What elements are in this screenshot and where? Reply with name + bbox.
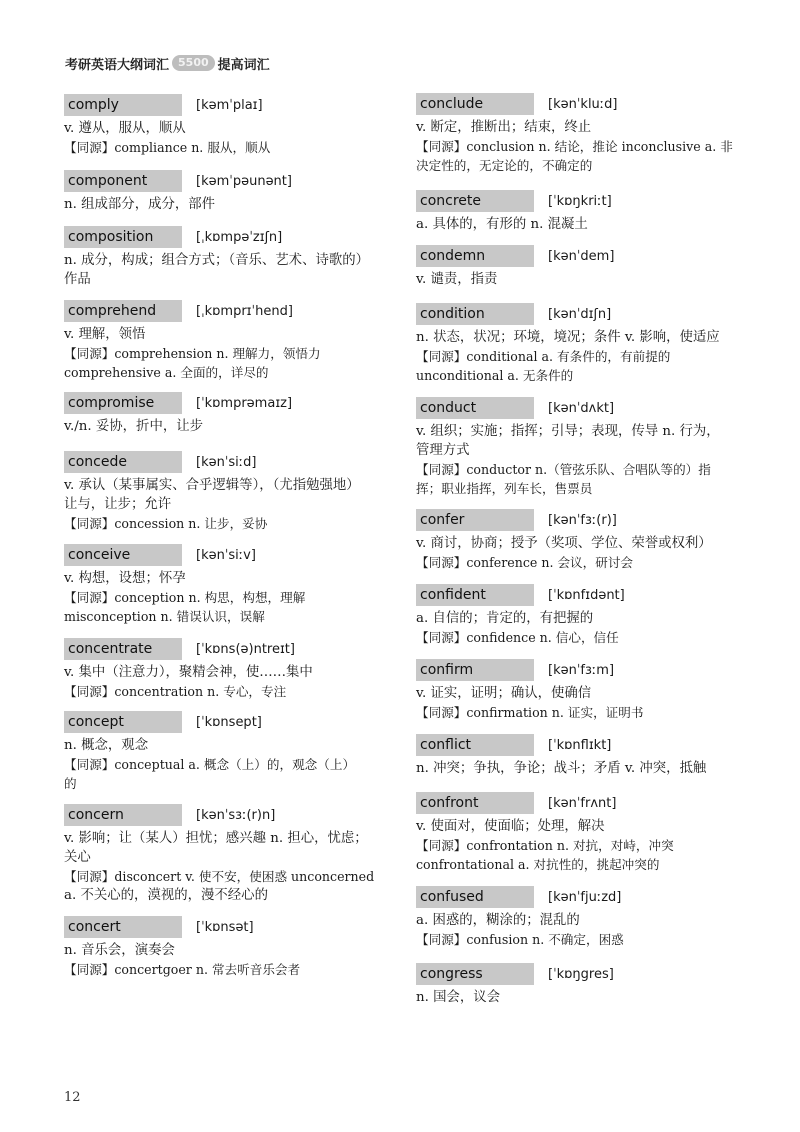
headword-line [64, 226, 402, 248]
definition-line: v./n. 妥协，折中，让步 [64, 419, 204, 434]
related-words: 【同源】concession n. 让步，妥协 [64, 516, 268, 531]
phonetic: [ˌkɒmpəˈzɪʃn] [196, 229, 283, 245]
headword: conduct [416, 397, 534, 419]
headword-line [64, 804, 402, 826]
word-entry [64, 94, 402, 157]
definition-line: v. 集中（注意力），聚精会神，使……集中 [64, 665, 313, 680]
phonetic: [kənˈsiːv] [196, 547, 256, 563]
headword: confused [416, 886, 534, 908]
related-words: 【同源】concertgoer n. 常去听音乐会者 [64, 962, 301, 977]
headword-line [416, 303, 756, 325]
phonetic: [kənˈfɜːm] [548, 662, 615, 678]
headword-line [64, 300, 402, 322]
word-entry [416, 245, 756, 289]
definition-line: v. 承认（某事属实、合乎逻辑等），（尤指勉强地） [64, 478, 360, 493]
phonetic: [kənˈsiːd] [196, 454, 257, 470]
related-words: 【同源】confusion n. 不确定，困惑 [416, 932, 624, 947]
related-words: 【同源】conceptual a. 概念（上）的，观念（上） [64, 757, 356, 772]
definition-line: 挥；职业指挥，列车长，售票员 [416, 481, 593, 496]
definition-line: confrontational a. 对抗性的，挑起冲突的 [416, 857, 660, 872]
definition-line: 决定性的，无定论的，不确定的 [416, 158, 593, 173]
phonetic: [ˌkɒmprɪˈhend] [196, 303, 293, 319]
phonetic: [ˈkɒnsept] [196, 714, 262, 730]
headword-line [64, 916, 402, 938]
phonetic: [ˈkɒnsət] [196, 919, 254, 935]
headword-line [64, 711, 402, 733]
word-entry [64, 226, 402, 289]
definition-line: v. 遵从，服从，顺从 [64, 121, 186, 136]
headword-line [416, 509, 756, 531]
headword-line [416, 792, 756, 814]
headword: condemn [416, 245, 534, 267]
definition-line: n. 组成部分，成分，部件 [64, 197, 216, 212]
headword-line [416, 397, 756, 419]
phonetic: [kənˈfɜː(r)] [548, 512, 617, 528]
headword-line [64, 451, 402, 473]
definition-line: 让与，让步；允许 [64, 497, 172, 512]
phonetic: [ˈkɒmprəmaɪz] [196, 395, 293, 411]
headword-line [64, 544, 402, 566]
header-subtitle: 提高词汇 [217, 57, 270, 73]
definition-line: 作品 [64, 272, 91, 287]
phonetic: [kəmˈpəunənt] [196, 173, 292, 189]
definition-line: 关心 [64, 850, 91, 865]
definition-line: n. 音乐会，演奏会 [64, 943, 175, 958]
definition-line: n. 状态，状况；环境，境况；条件 v. 影响，使适应 [416, 330, 720, 345]
headword-line [64, 392, 402, 414]
phonetic: [kənˈfjuːzd] [548, 889, 622, 905]
related-words: 【同源】confidence n. 信心，信任 [416, 630, 619, 645]
related-words: 【同源】conference n. 会议，研讨会 [416, 555, 634, 570]
phonetic: [kəmˈplaɪ] [196, 97, 263, 113]
definition-line: v. 断定，推断出；结束，终止 [416, 120, 592, 135]
related-words: 【同源】conception n. 构思，构想，理解 [64, 590, 306, 605]
related-words: 【同源】disconcert v. 使不安，使困惑 unconcerned [64, 869, 375, 884]
headword: congress [416, 963, 534, 985]
headword-line [416, 245, 756, 267]
page-header [65, 52, 270, 74]
word-entry [416, 303, 756, 385]
word-entry [416, 659, 756, 722]
phonetic: [ˈkɒnfɪdənt] [548, 587, 625, 603]
headword-line [416, 584, 756, 606]
phonetic: [kənˈsɜː(r)n] [196, 807, 276, 823]
phonetic: [kənˈdem] [548, 248, 615, 264]
word-entry [416, 397, 756, 498]
related-words: 【同源】confrontation n. 对抗，对峙，冲突 [416, 838, 674, 853]
definition-line: v. 证实，证明；确认，使确信 [416, 686, 592, 701]
definition-line: v. 影响；让（某人）担忧；感兴趣 n. 担心，忧虑； [64, 831, 368, 846]
headword: condition [416, 303, 534, 325]
definition-line: v. 谴责，指责 [416, 272, 498, 287]
headword: concede [64, 451, 182, 473]
headword: concept [64, 711, 182, 733]
definition-line: comprehensive a. 全面的，详尽的 [64, 365, 269, 380]
phonetic: [ˈkɒnflɪkt] [548, 737, 612, 753]
headword: confirm [416, 659, 534, 681]
definition-line: a. 自信的；肯定的，有把握的 [416, 611, 594, 626]
phonetic: [ˈkɒŋkriːt] [548, 193, 612, 209]
definition-line: v. 构想，设想；怀孕 [64, 571, 186, 586]
headword: conceive [64, 544, 182, 566]
word-entry [416, 190, 756, 234]
definition-line: n. 概念，观念 [64, 738, 149, 753]
definition-line: n. 国会，议会 [416, 990, 501, 1005]
definition-line: 管理方式 [416, 443, 470, 458]
definition-line: n. 成分，构成；组合方式；（音乐、艺术、诗歌的） [64, 253, 370, 268]
definition-line: v. 使面对，使面临；处理，解决 [416, 819, 605, 834]
definition-line: v. 组织；实施；指挥；引导；表现，传导 n. 行为， [416, 424, 720, 439]
word-entry [416, 509, 756, 572]
left-column [64, 94, 402, 979]
headword: component [64, 170, 182, 192]
word-entry [416, 792, 756, 874]
headword: confer [416, 509, 534, 531]
related-words: 【同源】concentration n. 专心，专注 [64, 684, 287, 699]
phonetic: [ˈkɒŋgres] [548, 966, 614, 982]
related-words: 【同源】conditional a. 有条件的，有前提的 [416, 349, 671, 364]
headword-line [64, 170, 402, 192]
word-entry [64, 544, 402, 626]
definition-line: a. 不关心的，漠视的，漫不经心的 [64, 888, 268, 903]
headword-line [416, 963, 756, 985]
headword: composition [64, 226, 182, 248]
phonetic: [kənˈkluːd] [548, 96, 618, 112]
headword: comply [64, 94, 182, 116]
word-entry [64, 711, 402, 793]
headword-line [416, 93, 756, 115]
headword-line [64, 94, 402, 116]
definition-line: v. 理解，领悟 [64, 327, 146, 342]
word-entry [416, 963, 756, 1007]
phonetic: [kənˈdɪʃn] [548, 306, 612, 322]
word-entry [416, 93, 756, 175]
headword-line [416, 734, 756, 756]
headword-line [416, 190, 756, 212]
page-number: 12 [64, 1090, 81, 1105]
word-count-badge: 5500 [172, 55, 215, 71]
word-entry [64, 916, 402, 979]
phonetic: [kənˈdʌkt] [548, 400, 615, 416]
headword: concentrate [64, 638, 182, 660]
headword-line [64, 638, 402, 660]
definition-line: v. 商讨，协商；授予（奖项、学位、荣誉或权利） [416, 536, 712, 551]
headword-line [416, 659, 756, 681]
headword: concert [64, 916, 182, 938]
word-entry [64, 638, 402, 701]
headword: compromise [64, 392, 182, 414]
definition-line: unconditional a. 无条件的 [416, 368, 574, 383]
headword-line [416, 886, 756, 908]
headword: conflict [416, 734, 534, 756]
word-entry [64, 451, 402, 533]
word-entry [64, 300, 402, 382]
headword: concern [64, 804, 182, 826]
header-title: 考研英语大纲词汇 [65, 57, 170, 73]
definition-line: a. 困惑的，糊涂的；混乱的 [416, 913, 580, 928]
related-words: 【同源】comprehension n. 理解力，领悟力 [64, 346, 321, 361]
right-column [416, 93, 756, 1007]
word-entry [64, 170, 402, 214]
related-words: 【同源】compliance n. 服从，顺从 [64, 140, 271, 155]
related-words: 【同源】conductor n.（管弦乐队、合唱队等的）指 [416, 462, 711, 477]
related-words: 【同源】confirmation n. 证实，证明书 [416, 705, 644, 720]
headword: confront [416, 792, 534, 814]
definition-line: n. 冲突；争执，争论；战斗；矛盾 v. 冲突，抵触 [416, 761, 707, 776]
word-entry [64, 804, 402, 905]
definition-line: misconception n. 错误认识，误解 [64, 609, 265, 624]
word-entry [416, 886, 756, 949]
definition-line: 的 [64, 776, 77, 791]
headword: concrete [416, 190, 534, 212]
headword: comprehend [64, 300, 182, 322]
phonetic: [ˈkɒns(ə)ntreɪt] [196, 641, 295, 657]
headword: confident [416, 584, 534, 606]
word-entry [416, 584, 756, 647]
phonetic: [kənˈfrʌnt] [548, 795, 617, 811]
definition-line: a. 具体的，有形的 n. 混凝土 [416, 217, 588, 232]
word-entry [416, 734, 756, 778]
related-words: 【同源】conclusion n. 结论，推论 inconclusive a. 非 [416, 139, 733, 154]
word-entry [64, 392, 402, 436]
headword: conclude [416, 93, 534, 115]
